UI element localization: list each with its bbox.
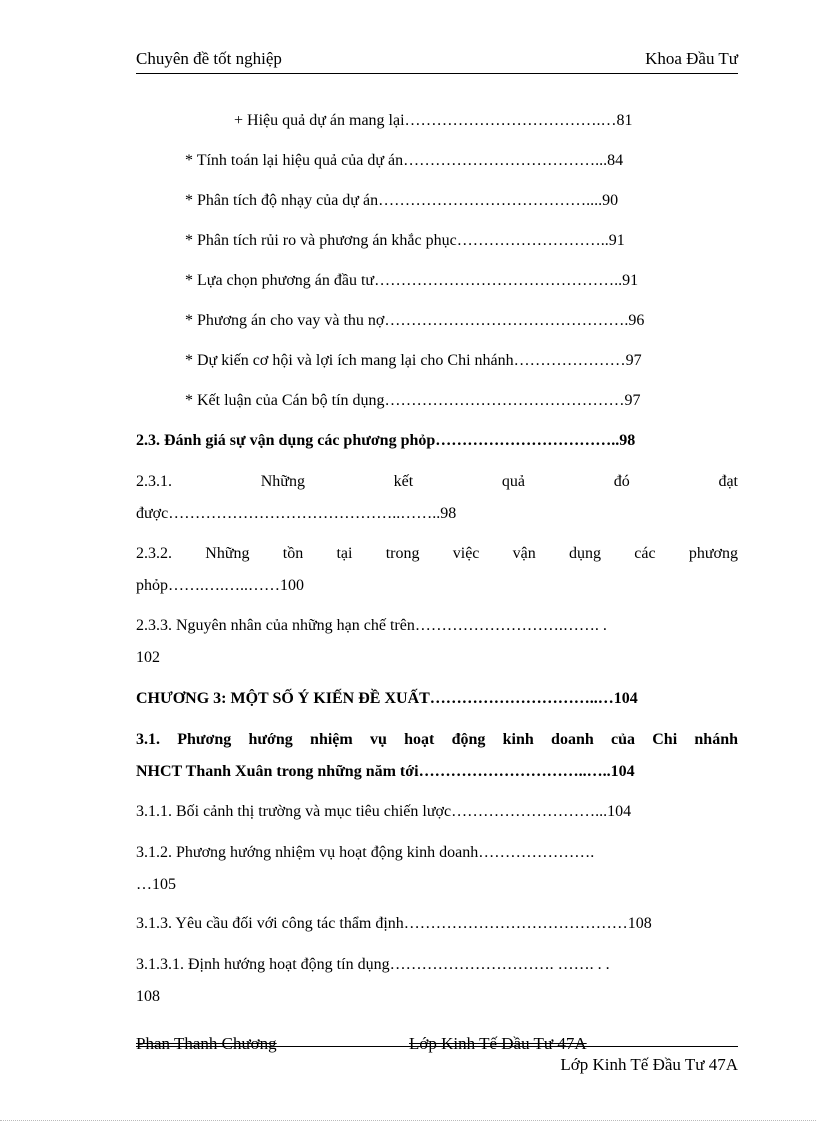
toc-entry: * Tính toán lại hiệu quả của dự án………………………………...84	[185, 152, 624, 169]
toc-section-continuation: NHCT Thanh Xuân trong những năm tới…………………………..…..104	[136, 763, 635, 780]
toc-entry: * Kết luận của Cán bộ tín dụng………………………………………97	[185, 392, 641, 409]
toc-entry: + Hiệu quả dự án mang lại……………………………….…81	[234, 112, 633, 129]
header-right: Khoa Đầu Tư	[645, 49, 738, 68]
toc-entry: 2.3.3. Nguyên nhân của những hạn chế trên……………………….……. .	[136, 617, 607, 634]
toc-section: 3.1. Phương hướng nhiệm vụ hoạt động kinh doanh của Chi nhánh	[136, 731, 738, 748]
toc-entry: 3.1.3.1. Định hướng hoạt động tín dụng…………………………. ……. . .	[136, 956, 610, 973]
toc-section: 2.3. Đánh giá sự vận dụng các phương phỏp……………………………..98	[136, 432, 636, 449]
toc-entry-continuation: 108	[136, 988, 160, 1005]
toc-entry: * Phân tích rủi ro và phương án khắc phục………………………..91	[185, 232, 625, 249]
toc-entry-continuation: phỏp…….….…..……100	[136, 577, 304, 594]
toc-entry-continuation: được……………………………………..……..98	[136, 505, 457, 522]
toc-entry-continuation: 102	[136, 649, 160, 666]
toc-entry: 3.1.2. Phương hướng nhiệm vụ hoạt động kinh doanh………………….	[136, 844, 595, 861]
toc-entry: * Phương án cho vay và thu nợ……………………………………….96	[185, 312, 645, 329]
toc-entry: 2.3.1. Những kết quả đó đạt	[136, 473, 738, 490]
toc-entry: * Phân tích độ nhạy của dự án…………………………………....90	[185, 192, 619, 209]
footer-author: Phan Thanh Chương	[136, 1034, 277, 1053]
toc-entry: 2.3.2. Những tồn tại trong việc vận dụng các phương	[136, 545, 738, 562]
toc-entry: 3.1.3. Yêu cầu đối với công tác thẩm định……………………………………108	[136, 915, 652, 932]
page-edge	[0, 1120, 816, 1121]
footer-class: Lớp Kinh Tế Đầu Tư 47A	[560, 1055, 738, 1074]
footer-rule	[136, 1046, 738, 1047]
toc-entry-continuation: …105	[136, 876, 176, 893]
header-left: Chuyên đề tốt nghiệp	[136, 49, 282, 68]
toc-entry: 3.1.1. Bối cảnh thị trường và mục tiêu chiến lược………………………...104	[136, 803, 632, 820]
page-header	[136, 48, 738, 70]
toc-entry: * Dự kiến cơ hội và lợi ích mang lại cho Chi nhánh…………………97	[185, 352, 642, 369]
toc-chapter: CHƯƠNG 3: MỘT SỐ Ý KIẾN ĐỀ XUẤT…………………………..…104	[136, 690, 638, 707]
toc-entry: * Lựa chọn phương án đầu tư………………………………………..91	[185, 272, 639, 289]
header-rule	[136, 73, 738, 74]
footer-class-struck: Lớp Kinh Tế Đầu Tư 47A	[409, 1034, 587, 1053]
